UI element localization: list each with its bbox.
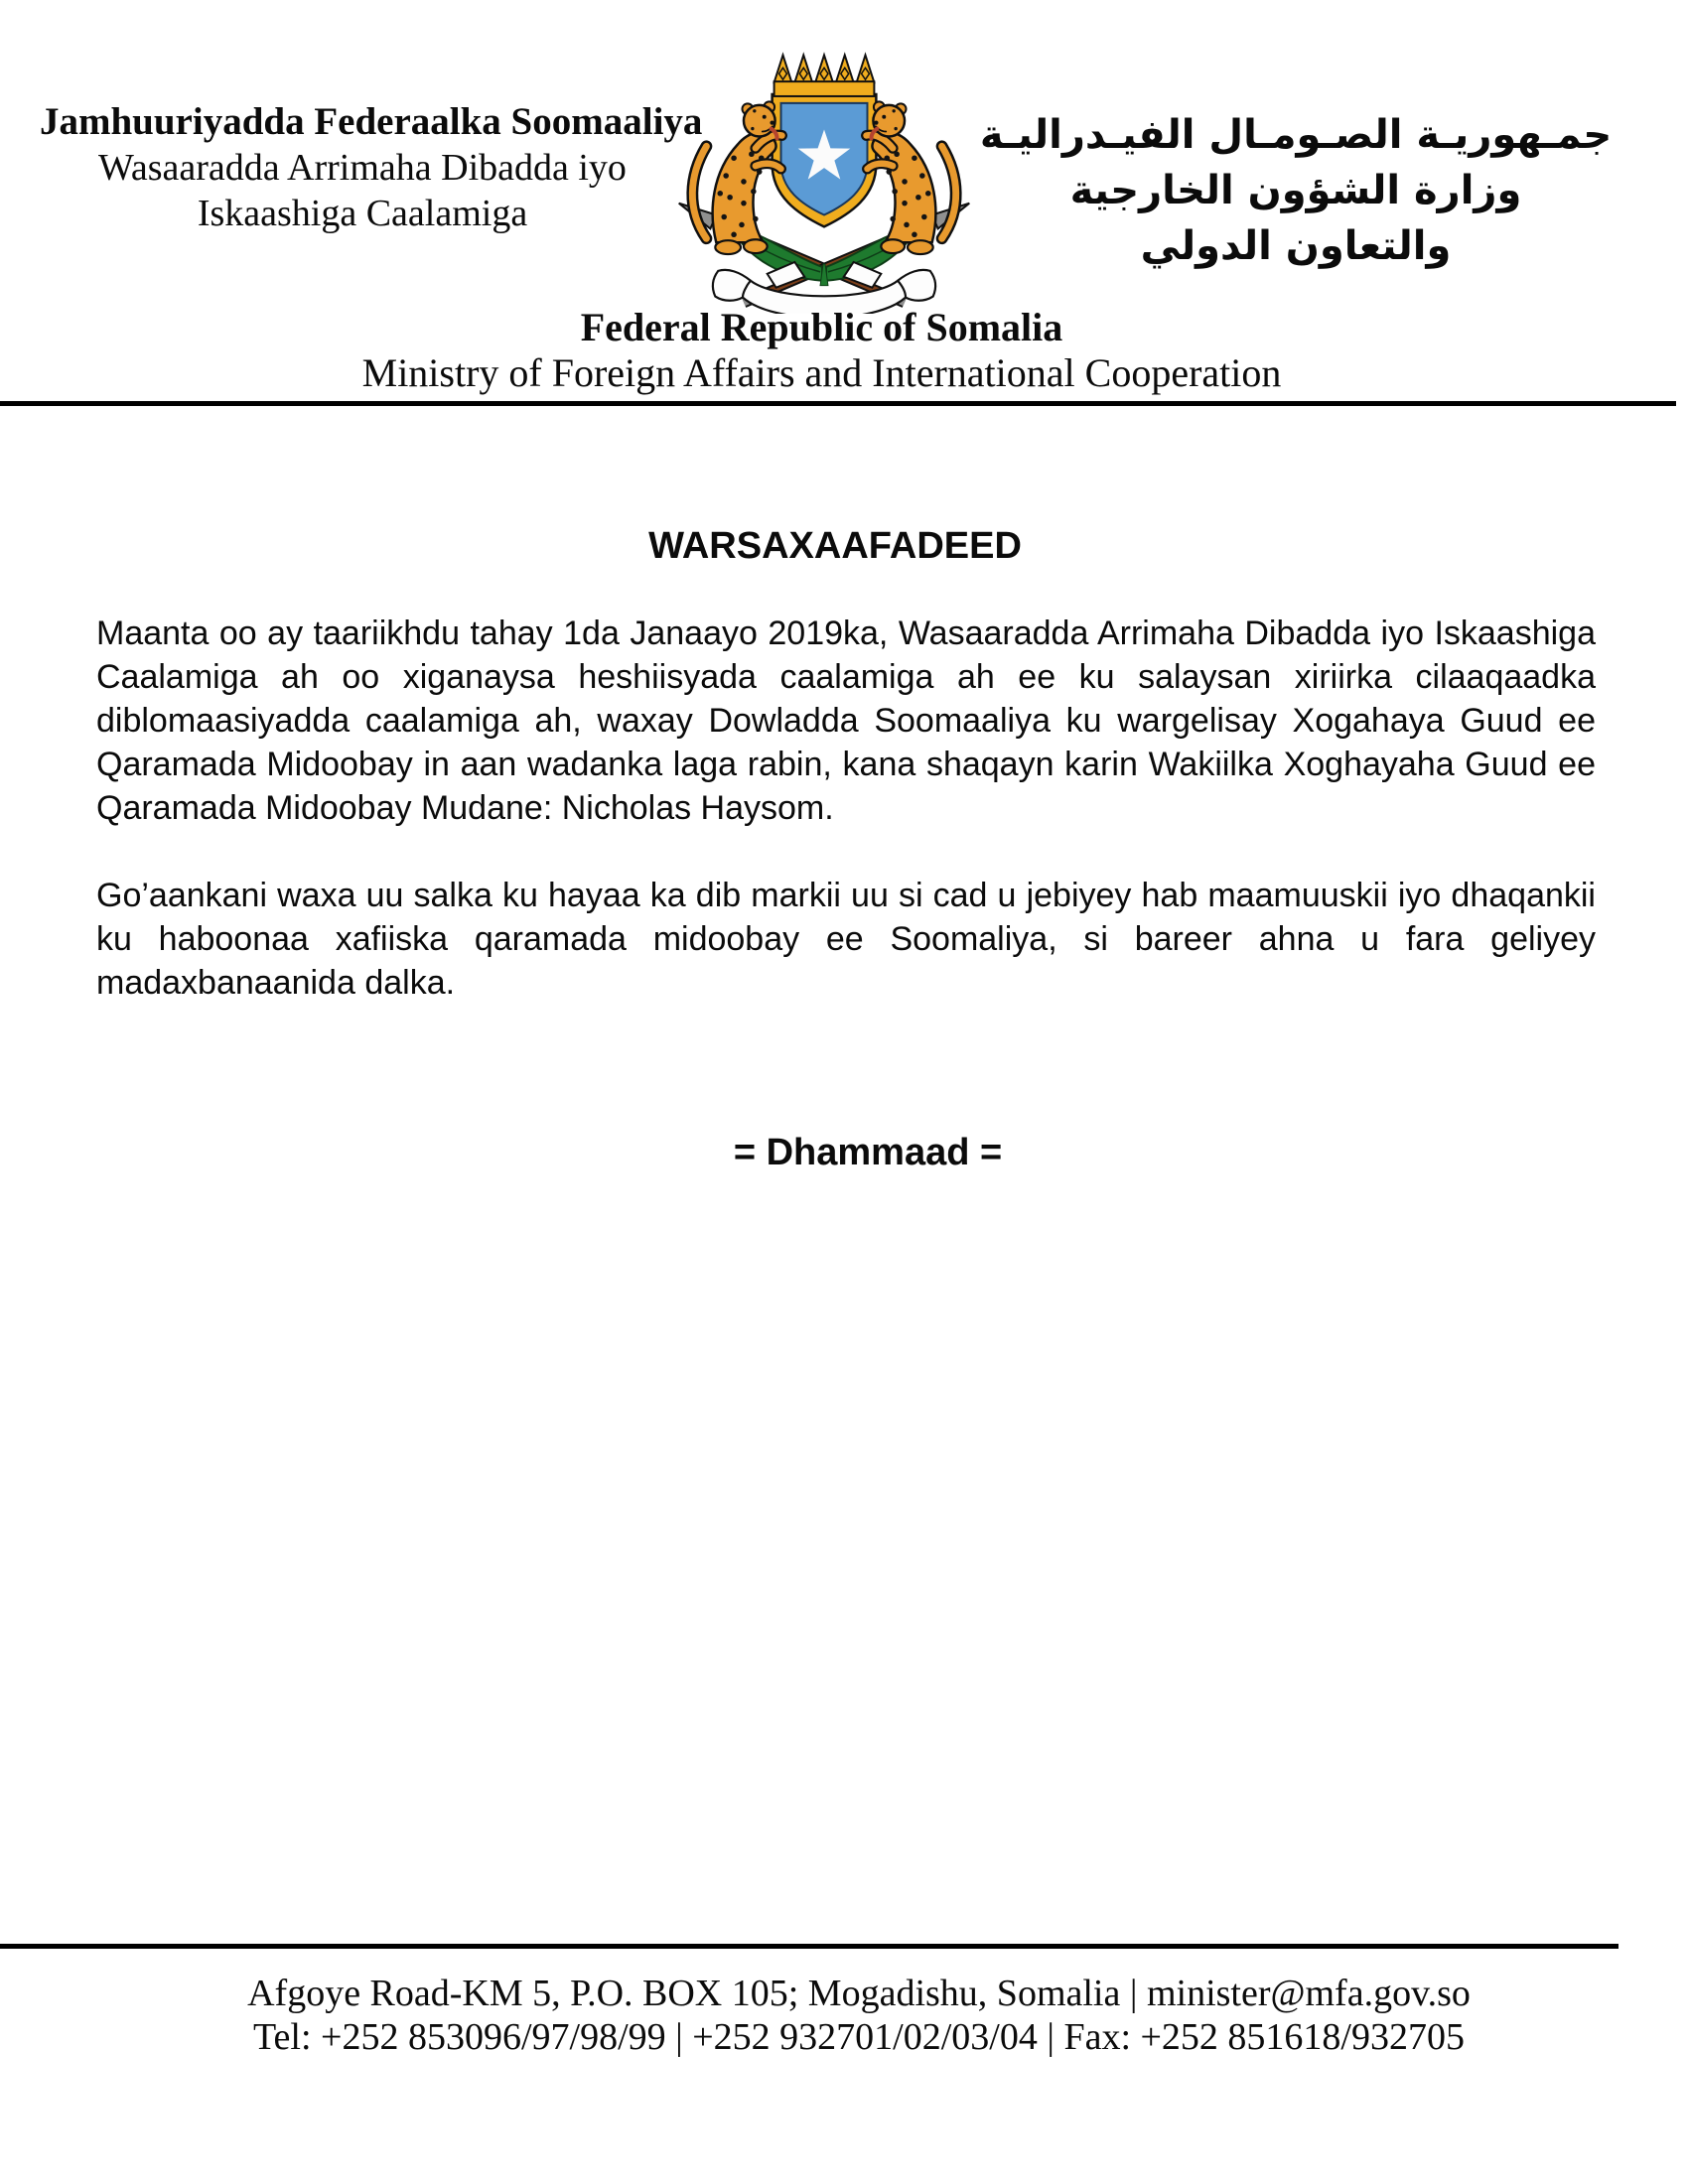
letterhead-somali-block [40, 99, 703, 236]
somali-ministry-name-line2: Iskaashiga Caalamiga [197, 193, 528, 234]
letterhead-arabic-block [968, 107, 1623, 274]
leopard-left-icon [692, 101, 781, 254]
english-ministry-name: Ministry of Foreign Affairs and International Cooperation [361, 350, 1282, 395]
footer-phone-line: Tel: +252 853096/97/98/99 | +252 932701/02/03/04 | Fax: +252 851618/932705 [252, 2016, 1465, 2058]
press-release-body [96, 612, 1596, 1005]
header-divider [0, 401, 1676, 406]
english-republic-name: Federal Republic of Somalia [580, 305, 1063, 349]
arabic-ministry-name-line1: وزارة الشؤون الخارجية [1069, 168, 1522, 213]
leopard-right-icon [866, 101, 955, 254]
arabic-republic-name: جمـهوريـة الصـومـال الفيـدراليـة [979, 112, 1613, 158]
footer-divider [0, 1944, 1618, 1949]
shield-icon [773, 94, 877, 226]
footer-address-line: Afgoye Road-KM 5, P.O. BOX 105; Mogadishu, Somalia | minister@mfa.gov.so [247, 1973, 1471, 2014]
somali-republic-name: Jamhuuriyadda Federaalka Soomaaliya [40, 100, 703, 143]
end-of-release-mark: = Dhammaad = [733, 1132, 1003, 1173]
body-paragraph-2: Go’aankani waxa uu salka ku hayaa ka dib markii uu si cad u jebiyey hab maamuuskii iyo dhaqankii ku haboonaa xafiiska qaramada midoobay ee Soomaliya, si bareer ahna u fara geliyey madaxbanaanida dalka. [96, 877, 1596, 1002]
somalia-coat-of-arms-emblem [657, 38, 991, 314]
press-release-title: WARSAXAAFADEED [648, 525, 1022, 567]
crown-icon [774, 55, 875, 96]
somali-ministry-name-line1: Wasaaradda Arrimaha Dibadda iyo [98, 147, 627, 189]
arabic-ministry-name-line2: والتعاون الدولي [1140, 223, 1452, 269]
body-paragraph-1: Maanta oo ay taariikhdu tahay 1da Janaayo 2019ka, Wasaaradda Arrimaha Dibadda iyo Iskaashiga Caalamiga ah oo xiganaysa heshiisyada caalamiga ah ee ku salaysan xiriirka cilaaqaadka diblomaasiyadda caalamiga ah, waxay Dowladda Soomaaliya ku wargelisay Xogahaya Guud ee Qaramada Midoobay in aan wadanka laga rabin, kana shaqayn karin Wakiilka Xoghayaha Guud ee Qaramada Midoobay Mudane: Nicholas Haysom. [96, 614, 1596, 827]
footer-contact-block [15, 1972, 1688, 2059]
